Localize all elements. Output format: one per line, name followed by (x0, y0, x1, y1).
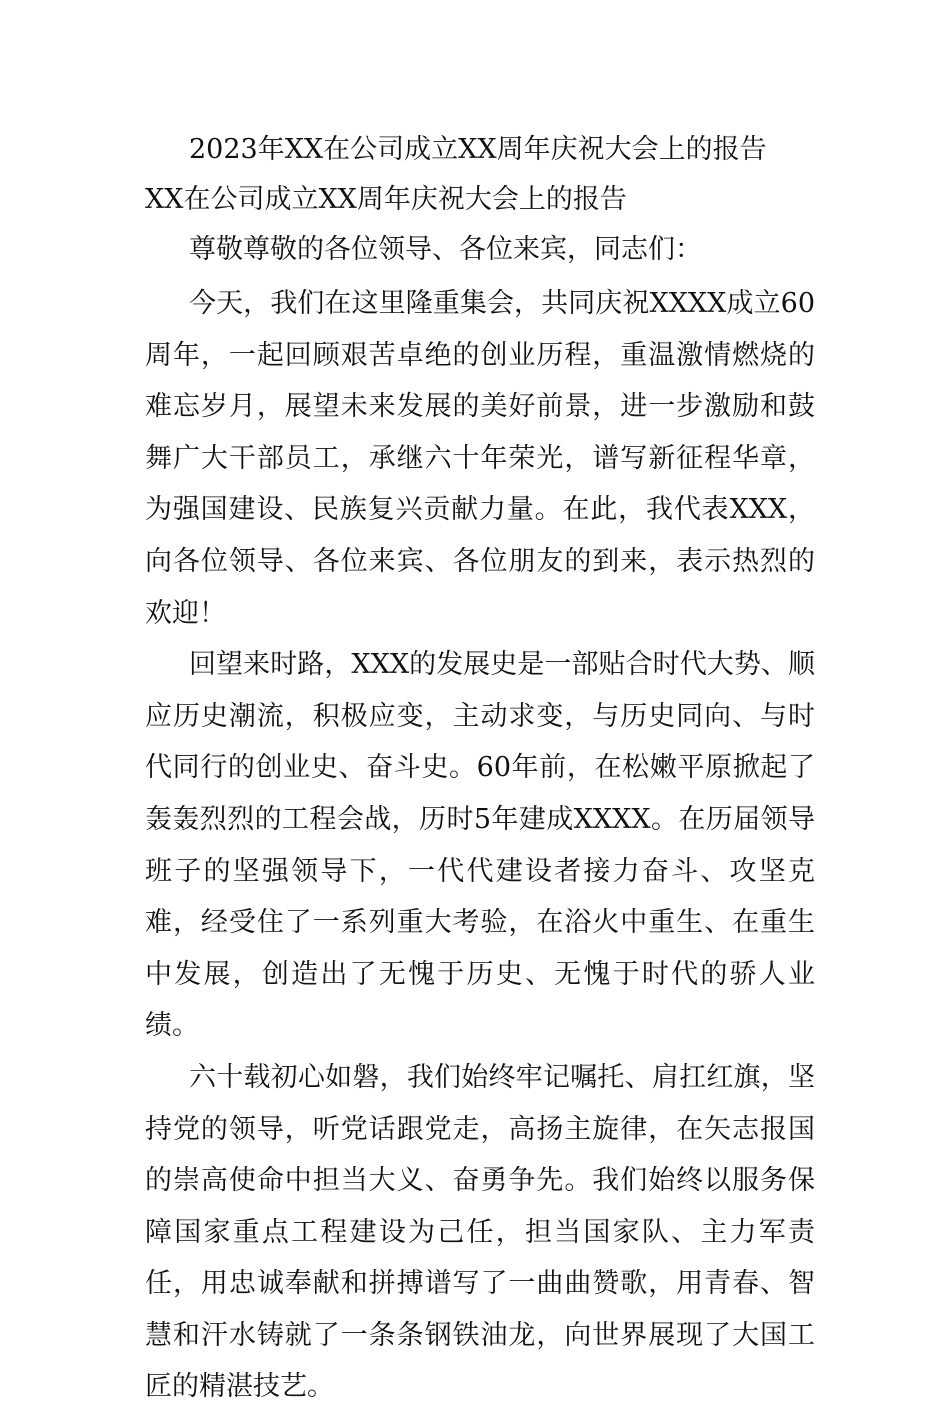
document-title: 2023年XX在公司成立XX周年庆祝大会上的报告 (189, 134, 767, 165)
greeting-line: 尊敬尊敬的各位领导、各位来宾，同志们： (189, 234, 702, 265)
paragraph-2: 回望来时路，XXX的发展史是一部贴合时代大势、顺应历史潮流，积极应变，主动求变，与历史同向、与时代同行的创业史、奋斗史。60年前，在松嫩平原掀起了轰轰烈烈的工程会战，历时5年建成XXXX。在历届领导班子的坚强领导下，一代代建设者接力奋斗、攻坚克难，经受住了一系列重大考验，在浴火中重生、在重生中发展，创造出了无愧于历史、无愧于时代的骄人业绩。 (145, 649, 815, 1042)
body-text (145, 278, 815, 1413)
paragraph-1: 今天，我们在这里隆重集会，共同庆祝XXXX成立60周年，一起回顾艰苦卓绝的创业历程，重温激情燃烧的难忘岁月，展望未来发展的美好前景，进一步激励和鼓舞广大干部员工，承继六十年荣光，谱写新征程华章，为强国建设、民族复兴贡献力量。在此，我代表XXX，向各位领导、各位来宾、各位朋友的到来，表示热烈的欢迎！ (145, 288, 815, 629)
paragraph-3: 六十载初心如磐，我们始终牢记嘱托、肩扛红旗，坚持党的领导，听党话跟党走，高扬主旋律，在矢志报国的崇高使命中担当大义、奋勇争先。我们始终以服务保障国家重点工程建设为己任，担当国家队、主力军责任，用忠诚奉献和拼搏谱写了一曲曲赞歌，用青春、智慧和汗水铸就了一条条钢铁油龙，向世界展现了大国工匠的精湛技艺。 (145, 1061, 815, 1403)
document-subtitle: XX在公司成立XX周年庆祝大会上的报告 (145, 184, 627, 215)
